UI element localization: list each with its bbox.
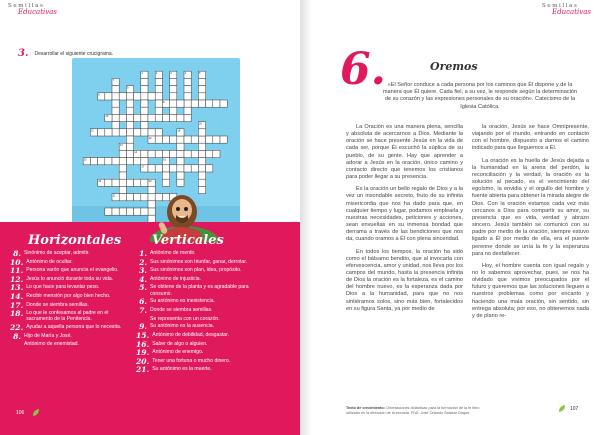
crossword-cell[interactable] (155, 114, 162, 121)
clue-number: 10. (10, 257, 24, 267)
crossword-number: 9 (127, 86, 129, 90)
crossword-number: 12 (148, 136, 152, 140)
crossword-cell[interactable] (148, 165, 155, 172)
clue-number: 11. (10, 266, 24, 276)
clue-text: Antónimo de enemistad. (24, 341, 79, 348)
crossword-cell[interactable] (126, 194, 133, 201)
section-title: Oremos (430, 60, 478, 73)
exercise-text: Desarrollar el siguiente crucigrama. (34, 50, 114, 57)
crossword-cell[interactable] (126, 136, 133, 143)
crossword-cell[interactable] (112, 107, 119, 114)
crossword-number: 14 (134, 151, 138, 155)
crossword-cell[interactable] (155, 165, 162, 172)
crossword-cell[interactable] (177, 143, 184, 150)
crossword-cell[interactable] (162, 150, 169, 157)
clue-number: 1. (139, 249, 147, 258)
clue-text: Sinónimo de aceptar, admitir. (24, 250, 90, 256)
crossword-cell[interactable] (206, 165, 213, 172)
horizontales-list (10, 250, 132, 349)
crossword-cell[interactable] (198, 136, 205, 143)
crossword-cell[interactable] (155, 93, 162, 100)
verticales-list (136, 250, 266, 375)
crossword-cell[interactable] (98, 158, 105, 165)
crossword-cell[interactable] (126, 100, 133, 107)
clue-item (10, 259, 132, 266)
crossword-cell[interactable] (191, 150, 198, 157)
brand-logo-right (542, 4, 591, 16)
crossword-cell[interactable] (119, 165, 126, 172)
clue-text: Sus sinónimos son plan, idea, propósito. (150, 267, 242, 274)
crossword-cell[interactable] (162, 136, 169, 143)
clue-text: Lo que le confesamos al padre en el sacramento de la Penitencia. (26, 310, 109, 323)
crossword-cell[interactable] (141, 158, 148, 165)
crossword-cell[interactable] (112, 93, 119, 100)
clue-item (136, 298, 266, 305)
clue-text: Su antónimo es inexistencia. (150, 298, 215, 305)
clue-item (10, 310, 132, 322)
crossword-cell[interactable] (112, 129, 119, 136)
crossword-cell[interactable] (141, 100, 148, 107)
crossword-cell[interactable] (155, 107, 162, 114)
crossword-cell[interactable] (191, 100, 198, 107)
crossword-cell[interactable] (184, 136, 191, 143)
clue-number: 8. (13, 331, 21, 341)
clue-text: Antónimo de debilidad, desgastar. (152, 331, 229, 338)
crossword-number: 6 (98, 93, 100, 97)
crossword-cell[interactable] (141, 107, 148, 114)
page-number-right: 107 (570, 406, 579, 412)
crossword-cell[interactable] (126, 143, 133, 150)
verticales-title: Verticales (152, 233, 224, 248)
clue-item (136, 332, 266, 339)
footer-note (346, 406, 486, 416)
paragraph: Hoy, el hombre cuenta con igual regalo y no lo sabemos aprovechar, pues, se nos ha olvidado que vivimos preocupados por el futuro y queremos que las soluciones lleguen a nuestros problemas como por encanto y haciendo una mala oración, sin sentido, sin entrega absoluta; por eso, no obtenemos nada y de plano re- (472, 262, 589, 319)
leaf-icon (32, 408, 40, 417)
clue-item (136, 358, 266, 365)
crossword-cell[interactable] (170, 150, 177, 157)
clue-item (136, 316, 266, 322)
clue-text: Donde se siembra semillas. (26, 301, 89, 308)
crossword-cell[interactable] (198, 93, 205, 100)
crossword-cell[interactable] (184, 150, 191, 157)
clue-text: Hijo de María y José. (24, 332, 72, 339)
clue-item (136, 267, 266, 274)
crossword-cell[interactable] (170, 78, 177, 85)
crossword-cell[interactable] (134, 208, 141, 215)
clue-text: Antónimo de injusticia. (150, 275, 201, 282)
crossword-cell[interactable] (98, 129, 105, 136)
crossword-cell[interactable] (177, 158, 184, 165)
clue-text: Antónimo de ocultar. (26, 258, 73, 265)
clue-number: 22. (10, 323, 24, 333)
crossword-cell[interactable] (90, 158, 97, 165)
crossword-cell[interactable] (206, 100, 213, 107)
crossword-number: 7 (112, 79, 115, 83)
crossword-cell[interactable] (177, 114, 184, 121)
crossword-cell[interactable] (105, 179, 112, 186)
crossword-cell[interactable] (134, 158, 141, 165)
clue-number: 17. (10, 300, 24, 310)
crossword-number: 8 (163, 100, 165, 104)
clue-number: 19. (136, 348, 150, 358)
crossword-cell[interactable] (112, 114, 119, 121)
crossword-cell[interactable] (126, 129, 133, 136)
crossword-cell[interactable] (184, 107, 191, 114)
crossword-cell[interactable] (191, 136, 198, 143)
crossword-cell[interactable] (119, 186, 126, 193)
crossword-cell[interactable] (198, 129, 205, 136)
crossword-number: 17 (141, 165, 145, 169)
clue-item (136, 259, 266, 266)
crossword-cell[interactable] (162, 165, 169, 172)
crossword-cell[interactable] (198, 172, 205, 179)
crossword-cell[interactable] (119, 194, 126, 201)
crossword-cell[interactable] (112, 179, 119, 186)
clue-text: Recibir mensión por algo bien hecho. (26, 292, 111, 299)
clue-item (10, 333, 132, 340)
crossword-cell[interactable] (119, 208, 126, 215)
crossword-cell[interactable] (162, 114, 169, 121)
crossword-cell[interactable] (170, 114, 177, 121)
clue-item (10, 284, 132, 291)
crossword-cell[interactable] (198, 150, 205, 157)
crossword-cell[interactable] (206, 136, 213, 143)
clue-number: 20. (136, 356, 150, 366)
clue-item (136, 276, 266, 283)
crossword-cell[interactable] (184, 93, 191, 100)
crossword-number: 10 (105, 115, 109, 119)
clue-text: Su antónimo es la ausencia. (150, 323, 214, 330)
crossword-cell[interactable] (213, 136, 220, 143)
clue-text: Ayudar a aquella persona que lo necesita. (26, 324, 122, 331)
crossword-cell[interactable] (148, 93, 155, 100)
crossword-number: 22 (148, 180, 152, 183)
paragraph: La oración es la huella de Jesús dejada a la humanidad en la arena del perdón, la reconciliación y la verdad, la oración es la solución al pecado, es el vencimiento del egoísmo, la envidia y el orgullo del hombre y fuente abierta para obtener la mirada alegre de Dios. Con la oración estamos cada vez más cercanos a Dios para compartir su amor, su presencia que es vida, verdad y abrazo sincero. Jesús también se comunicó con su padre por medio de la oración, siempre estuvo ligado a Él por medio de ella, era el puente perenne donde se unía la fe y la esperanza para no desfallecer. (472, 157, 589, 257)
clue-item (136, 323, 266, 330)
crossword-cell[interactable] (105, 93, 112, 100)
crossword-cell[interactable] (177, 100, 184, 107)
brand-line1-right: Semillas (542, 3, 579, 9)
crossword-number: 5 (199, 72, 201, 75)
clue-item (10, 341, 132, 347)
clue-number: 18. (10, 309, 24, 319)
crossword-cell[interactable] (141, 122, 148, 129)
crossword-cell[interactable] (126, 208, 133, 215)
crossword-number: 1 (141, 72, 143, 75)
crossword-cell[interactable] (105, 158, 112, 165)
crossword-cell[interactable] (198, 158, 205, 165)
leaf-icon-right (558, 404, 566, 413)
crossword-cell[interactable] (198, 100, 205, 107)
crossword-cell[interactable] (126, 122, 133, 129)
crossword-cell[interactable] (141, 93, 148, 100)
brand-logo (8, 4, 57, 16)
clue-number: 2. (139, 257, 147, 267)
clue-item (10, 276, 132, 283)
clue-text: Saber de algo o alguien. (152, 340, 208, 347)
catechism-quote: «El Señor conduce a cada persona por los caminos que Él dispone y de la manera que Él quiere. Cada fiel, a su vez, le responde según la determinación de su corazón y las expresiones personales de su oración». Catecismo de la Iglesia Católica. (382, 82, 578, 110)
crossword-cell[interactable] (191, 165, 198, 172)
crossword-number: 16 (163, 158, 166, 162)
paragraph: En todos los tiempos, la oración ha sido como el bálsamo bendito, que al invocarla con efervescencia, amor y unidad, nos lleva por los campos del mundo, hasta la presencia infinita de Dios la oración es la fortaleza, es el camino del hombre nuevo, es la esperanza dada por Dios a la humanidad, para que no nos sintiéramos solos, sino más bien, fortalecidos en su figura Santa, ya por medio de (346, 248, 463, 312)
crossword-number: 4 (184, 72, 187, 75)
crossword-number: 21 (112, 194, 116, 198)
crossword-number: 20 (199, 122, 202, 126)
crossword-cell[interactable] (184, 114, 191, 121)
crossword-cell[interactable] (141, 150, 148, 157)
crossword-cell[interactable] (184, 78, 191, 85)
clue-item (136, 284, 266, 296)
clue-item (10, 293, 132, 300)
clue-item (10, 267, 132, 274)
crossword-cell[interactable] (170, 100, 177, 107)
clue-number: 14. (10, 291, 24, 301)
crossword-number: 19 (98, 180, 102, 183)
crossword-cell[interactable] (126, 150, 133, 157)
crossword-cell[interactable] (198, 86, 205, 93)
crossword-cell[interactable] (155, 150, 162, 157)
crossword-cell[interactable] (177, 172, 184, 179)
clue-text: Tener una fortuna o mucho dinero. (152, 357, 231, 364)
crossword-cell[interactable] (141, 129, 148, 136)
clue-item (10, 324, 132, 331)
crossword-number: 13 (119, 144, 123, 147)
crossword-cell[interactable] (112, 158, 119, 165)
crossword-number: 11 (91, 129, 94, 133)
footer-text: Orientaciones didácticas para la formación de la fe libro utilizado en la dirección de la escuela. PhD. José Orlando Salazar Duque. (346, 406, 480, 415)
crossword-cell[interactable] (184, 165, 191, 172)
crossword-cell[interactable] (162, 172, 169, 179)
crossword-cell[interactable] (148, 150, 155, 157)
clue-item (136, 250, 266, 257)
clue-number: 3. (139, 266, 147, 276)
crossword-number: 3 (170, 72, 172, 75)
crossword-cell[interactable] (134, 114, 141, 121)
crossword-cell[interactable] (126, 158, 133, 165)
crossword-cell[interactable] (119, 172, 126, 179)
crossword-cell[interactable] (141, 86, 148, 93)
crossword-cell[interactable] (134, 194, 141, 201)
crossword-cell[interactable] (126, 93, 133, 100)
crossword-cell[interactable] (148, 114, 155, 121)
crossword-cell[interactable] (119, 93, 126, 100)
crossword-number: 18 (177, 129, 181, 133)
crossword-number: 2 (155, 72, 158, 75)
clue-number: 7. (139, 305, 147, 315)
crossword-cell[interactable] (170, 107, 177, 114)
crossword-cell[interactable] (126, 179, 133, 186)
crossword-cell[interactable] (170, 165, 177, 172)
paragraph: la oración, Jesús se hace Omnipresente, viajando por el mundo, entrando en contacto con el hombre, dispuesto a darnos el camino indicado para que lleguemos a Él. (472, 124, 589, 152)
clue-item (136, 349, 266, 356)
crossword-cell[interactable] (126, 107, 133, 114)
crossword-cell[interactable] (105, 129, 112, 136)
crossword-cell[interactable] (206, 150, 213, 157)
crossword-cell[interactable] (119, 114, 126, 121)
crossword-cell[interactable] (112, 208, 119, 215)
crossword-cell[interactable] (177, 150, 184, 157)
section-number: 6. (340, 44, 386, 95)
crossword-cell[interactable] (170, 86, 177, 93)
crossword-cell[interactable] (112, 122, 119, 129)
exercise-number: 3. (18, 48, 29, 59)
crossword-cell[interactable] (148, 129, 155, 136)
crossword-cell[interactable] (198, 165, 205, 172)
clue-text: Jesús lo anunció durante toda su vida. (26, 275, 114, 282)
clue-number: 15. (136, 330, 150, 340)
crossword-cell[interactable] (198, 143, 205, 150)
clue-text: Se obtiene de la planta y es agradable para consumir. (150, 284, 249, 297)
clue-item (136, 366, 266, 373)
crossword-cell[interactable] (119, 150, 126, 157)
crossword-cell[interactable] (213, 150, 220, 157)
crossword-cell[interactable] (126, 114, 133, 121)
clue-text: Se representa con un corazón. (150, 315, 220, 322)
clue-text: Donde se siembra semillas. (150, 306, 213, 313)
crossword-cell[interactable] (155, 78, 162, 85)
crossword-cell[interactable] (134, 179, 141, 186)
crossword-cell[interactable] (112, 100, 119, 107)
brand-line1: Semillas (8, 3, 45, 9)
brand-line2: Educativas (18, 7, 57, 16)
crossword-cell[interactable] (155, 100, 162, 107)
crossword-cell[interactable] (220, 136, 227, 143)
crossword-cell[interactable] (170, 93, 177, 100)
crossword-cell[interactable] (220, 100, 227, 107)
clue-text: Antónimo de enemigo. (152, 349, 204, 356)
crossword-cell[interactable] (134, 93, 141, 100)
crossword-cell[interactable] (184, 100, 191, 107)
clue-item (136, 341, 266, 348)
clue-item (10, 250, 132, 257)
crossword-cell[interactable] (141, 114, 148, 121)
paragraph: La Oración es una manera plena, sencilla y absoluta de acercarnos a Dios. Mediante la oración se hace presente Jesús en la vida de cada ser, porque Él escuchó la súplica de su pueblo, de su gente. Hay que aprender a adorar a Jesús en la oración, único camino y contacto directo que tenemos los cristianos para poder llegar a su presencia. (346, 124, 463, 181)
clue-text: Antónimo de mentir. (150, 250, 196, 256)
body-column-1 (346, 124, 463, 318)
crossword-number: 15 (83, 158, 87, 162)
crossword-cell[interactable] (177, 165, 184, 172)
crossword-cell[interactable] (184, 86, 191, 93)
clue-number: 4. (139, 274, 147, 284)
crossword-cell[interactable] (141, 78, 148, 85)
clue-number: 5. (139, 283, 147, 293)
horizontales-title: Horizontales (28, 233, 122, 248)
clue-number: 9. (139, 322, 147, 332)
clue-number: 13. (10, 283, 24, 293)
page-gutter (300, 0, 312, 435)
right-page (300, 0, 600, 435)
crossword-cell[interactable] (119, 179, 126, 186)
crossword-cell[interactable] (119, 158, 126, 165)
crossword-cell[interactable] (119, 129, 126, 136)
crossword-cell[interactable] (155, 129, 162, 136)
crossword-cell[interactable] (213, 100, 220, 107)
clue-number: 16. (136, 339, 150, 349)
crossword-cell[interactable] (105, 208, 112, 215)
clue-text: Lo que hace para levantar peso. (26, 284, 100, 291)
crossword-cell[interactable] (112, 86, 119, 93)
crossword-cell[interactable] (134, 129, 141, 136)
crossword-cell[interactable] (177, 136, 184, 143)
crossword-cell[interactable] (170, 136, 177, 143)
brand-line2-right: Educativas (552, 7, 591, 16)
clue-number: 21. (136, 365, 150, 375)
paragraph: Es la oración un bello regalo de Dios y a la vez un insondable secreto, fruto de su infinita misericordia que nos ha dado para que, en cualquier tiempo y lugar, podamos emplearla y nuestras necesidades, peticiones y acciones, sean envueltas en su inmensa bondad que derrama a través de las bendiciones que nos da, cuando oramos a Él con plena sinceridad. (346, 186, 463, 243)
page-number-left: 106 (16, 410, 25, 416)
crossword-cell[interactable] (198, 78, 205, 85)
clue-text: Su antónimo es la muerte. (152, 366, 212, 373)
clue-text: Sus sinónimos son triunfar, ganar, derrotar. (150, 258, 248, 265)
body-column-2 (472, 124, 589, 325)
clue-number: 8. (13, 249, 21, 258)
clue-number: 6. (139, 297, 147, 307)
clue-text: Persona varón que anuncia el evangelio. (26, 267, 119, 274)
footer-label: Texto de crecimiento: (346, 406, 385, 410)
clue-item (136, 307, 266, 314)
clue-item (10, 302, 132, 309)
crossword-cell[interactable] (155, 86, 162, 93)
clue-number: 12. (10, 274, 24, 284)
crossword-cell[interactable] (155, 136, 162, 143)
